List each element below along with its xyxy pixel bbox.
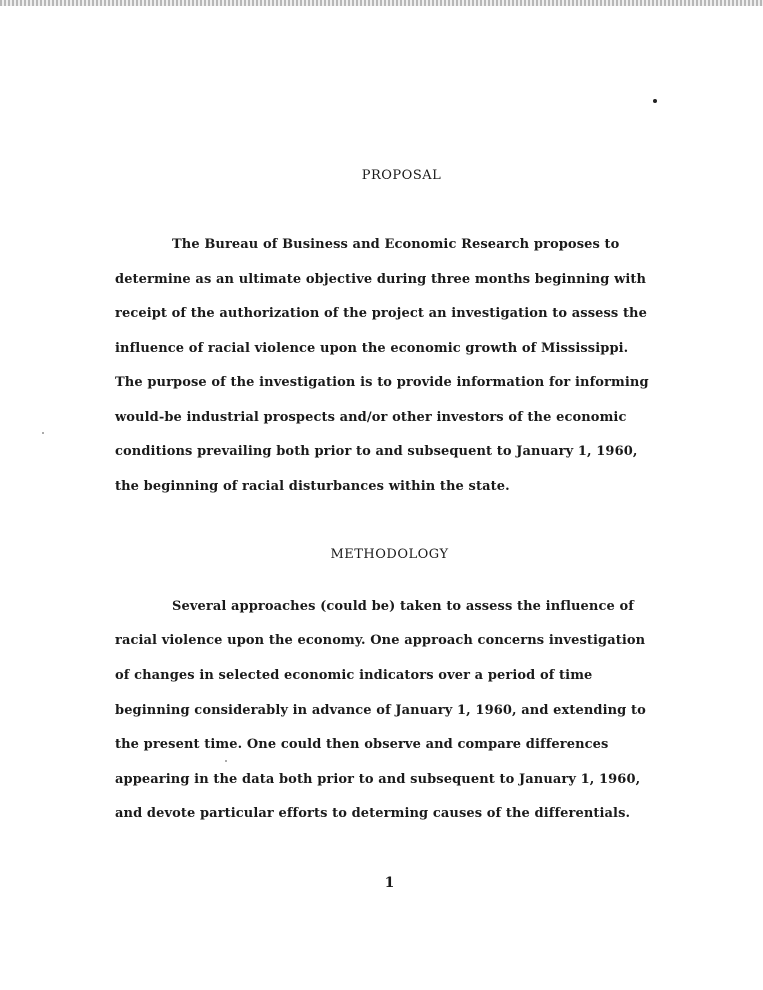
proposal-line: conditions prevailing both prior to and subsequent to January 1, 1960,: [115, 444, 638, 459]
methodology-heading: METHODOLOGY: [330, 547, 449, 562]
methodology-line: of changes in selected economic indicators over a period of time: [115, 668, 593, 683]
scan-speck: [653, 99, 657, 103]
proposal-line: the beginning of racial disturbances within the state.: [115, 479, 510, 494]
scan-speck: [225, 760, 227, 762]
proposal-line: determine as an ultimate objective during three months beginning with: [115, 272, 647, 287]
methodology-line: racial violence upon the economy. One approach concerns investigation: [115, 633, 646, 648]
proposal-line: The Bureau of Business and Economic Research proposes to: [172, 237, 620, 252]
page-number: 1: [384, 875, 395, 891]
scan-top-edge: [0, 0, 763, 6]
scan-speck: [42, 432, 44, 434]
proposal-line: would-be industrial prospects and/or other investors of the economic: [115, 410, 627, 425]
methodology-line: the present time. One could then observe and compare differences: [115, 737, 609, 752]
methodology-line: and devote particular efforts to determing causes of the differentials.: [115, 806, 631, 821]
methodology-line: beginning considerably in advance of January 1, 1960, and extending to: [115, 703, 646, 718]
methodology-line: appearing in the data both prior to and subsequent to January 1, 1960,: [115, 772, 641, 787]
proposal-line: The purpose of the investigation is to provide information for informing: [115, 375, 649, 390]
methodology-line: Several approaches (could be) taken to assess the influence of: [172, 599, 634, 614]
proposal-line: receipt of the authorization of the project an investigation to assess the: [115, 306, 647, 321]
proposal-line: influence of racial violence upon the economic growth of Mississippi.: [115, 341, 629, 356]
proposal-heading: PROPOSAL: [361, 168, 442, 183]
